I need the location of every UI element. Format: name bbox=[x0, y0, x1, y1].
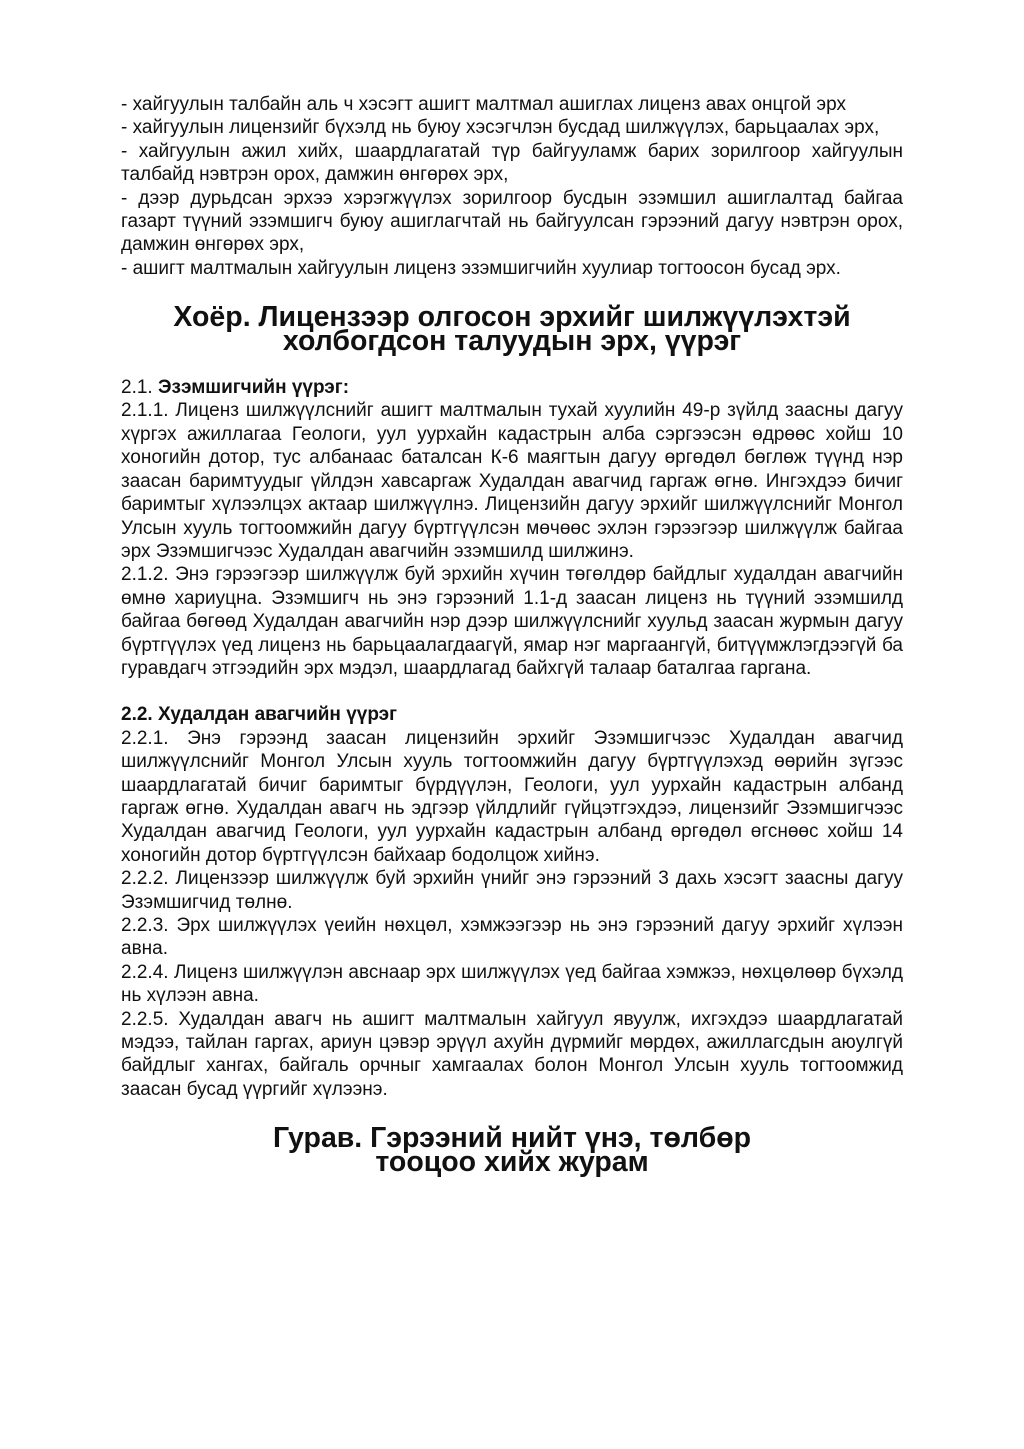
clause-2-2-5: 2.2.5. Худалдан авагч нь ашигт малтмалын хайгуул явуулж, ихгэхдээ шаардлагатай мэдээ, тайлан гаргах, ариун цэвэр эрүүл ахуйн дүрмийг мөрдөх, ажиллагсдын аюулгүй байдлыг хангах, байгаль орчныг хамгаалах болон Монгол Улсын хууль тогтоомжид заасан бусад үүргийг хүлээнэ. bbox=[121, 1008, 903, 1100]
subsection-2-2-heading: 2.2. Худалдан авагчийн үүрэг bbox=[121, 704, 398, 726]
section-2-heading-line-1: Хоёр. Лицензээр олгосон эрхийг шилжүүлэхтэй bbox=[173, 301, 851, 334]
section-2-heading-line-2: холбогдсон талуудын эрх, үүрэг bbox=[282, 324, 742, 357]
list-item: - хайгуулын талбайн аль ч хэсэгт ашигт малтмал ашиглах лиценз авах онцгой эрх bbox=[121, 94, 846, 115]
clause-2-2-3: 2.2.3. Эрх шилжүүлэх үеийн нөхцөл, хэмжээгээр нь энэ гэрээний дагуу эрхийг хүлээн авна. bbox=[121, 915, 903, 960]
subsection-2-1-heading: Эзэмшигчийн үүрэг: bbox=[157, 377, 350, 399]
clause-2-2-1: 2.2.1. Энэ гэрээнд заасан лицензийн эрхийг Эзэмшигчээс Худалдан авагчид шилжүүлснийг Монгол Улсын хууль тогтоомжийн дагуу бүртгүүлэхэд өөрийн зүгээс шаардлагатай бичиг баримтыг бүрдүүлэн, Геологи, уул уурхайн кадастрын албанд гаргаж өгнө. Худалдан авагч нь эдгээр үйлдлийг гүйцэтгэхдээ, лицензийг Эзэмшигчээс Худалдан авагчид Геологи, уул уурхайн кадастрын албанд өргөдөл өгснөөс хойш 14 хоногийн дотор бүртгүүлсэн байхаар бодолцож хийнэ. bbox=[121, 727, 903, 866]
section-2-heading bbox=[121, 301, 903, 357]
clause-2-1-1: 2.1.1. Лиценз шилжүүлснийг ашигт малтмалын тухай хуулийн 49-р зүйлд заасны дагуу хүргэх ажиллагаа Геологи, уул уурхайн кадастрын алба сэргээсэн өдрөөс хойш 10 хоногийн дотор, тус албанаас баталсан К-6 маягтын дагуу өргөдөл бөглөж түүнд нэр заасан баримтуудыг үйлдэн хавсаргаж Худалдан авагчид гаргаж өгнө. Ингэхдээ бичиг баримтыг хүлээлцэх актаар шилжүүлнэ. Лицензийн дагуу эрхийг шилжүүлснийг Монгол Улсын хууль тогтоомжийн дагуу бүртгүүлсэн мөчөөс эхлэн гэрээгээр шилжүүлж байгаа эрх Эзэмшигчээс Худалдан авагчийн эзэмшилд шилжинэ. bbox=[121, 400, 903, 562]
section-3-heading-line-1: Гурав. Гэрээний нийт үнэ, төлбөр bbox=[272, 1122, 752, 1155]
subsection-2-2 bbox=[121, 703, 903, 1101]
list-item: - дээр дурьдсан эрхээ хэрэгжүүлэх зорилгоор бусдын эзэмшил ашиглалтад байгаа газарт түүний эзэмшигч буюу ашиглагчтай нь байгуулсан гэрээний дагуу нэвтрэн орох, дамжин өнгөрөх эрх, bbox=[121, 187, 903, 256]
subsection-2-1 bbox=[121, 376, 903, 680]
clause-2-2-4: 2.2.4. Лиценз шилжүүлэн авснаар эрх шилжүүлэх үед байгаа хэмжээ, нөхцөлөөр бүхэлд нь хүлээн авна. bbox=[121, 961, 903, 1007]
list-item: - хайгуулын лицензийг бүхэлд нь буюу хэсэгчлэн бусдад шилжүүлэх, барьцаалах эрх, bbox=[121, 117, 880, 139]
list-item: - хайгуулын ажил хийх, шаардлагатай түр байгууламж барих зорилгоор хайгуулын талбайд нэвтрэн орох, дамжин өнгөрөх эрх, bbox=[121, 140, 903, 186]
clause-2-1-2: 2.1.2. Энэ гэрээгээр шилжүүлж буй эрхийн хүчин төгөлдөр байдлыг худалдан авагчийн өмнө хариуцна. Эзэмшигч нь энэ гэрээний 1.1-д заасан лиценз нь түүний эзэмшилд байгаа бөгөөд Худалдан авагчийн нэр дээр шилжүүлснийг хуульд заасан журмын дагуу бүртгүүлэх үед лиценз нь барьцаалагдаагүй, ямар нэг маргаангүй, битүүмжлэгдээгүй ба гуравдагч этгээдийн эрх мэдэл, шаардлагад байхгүй талаар баталгаа гаргана. bbox=[121, 564, 903, 679]
list-item: - ашигт малтмалын хайгуулын лиценз эзэмшигчийн хуулиар тогтоосон бусад эрх. bbox=[121, 257, 841, 279]
document-body bbox=[121, 93, 903, 1178]
intro-rights-list bbox=[121, 93, 903, 280]
section-3-heading bbox=[121, 1122, 903, 1178]
subsection-2-2-title bbox=[121, 703, 903, 726]
subsection-2-1-number: 2.1. bbox=[121, 377, 153, 399]
clause-2-2-2: 2.2.2. Лицензээр шилжүүлж буй эрхийн үнийг энэ гэрээний 3 дахь хэсэгт заасны дагуу Эзэмшигчид төлнө. bbox=[121, 868, 903, 913]
subsection-2-1-title bbox=[121, 376, 903, 399]
section-3-heading-line-2: тооцоо хийх журам bbox=[375, 1145, 649, 1178]
